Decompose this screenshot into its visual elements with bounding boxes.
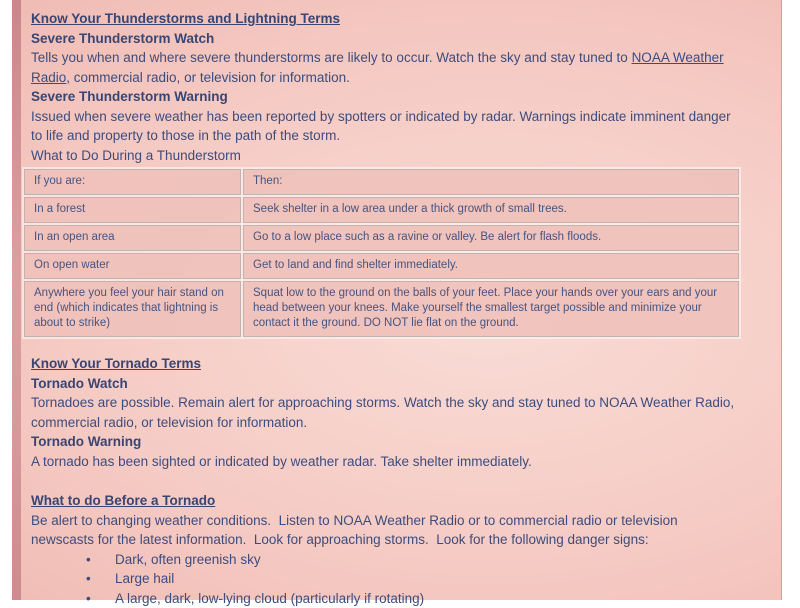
danger-signs-list (31, 550, 738, 608)
tornado-warning-title: Tornado Warning (31, 432, 738, 452)
tornado-section-heading: Know Your Tornado Terms (31, 354, 738, 374)
table-cell-action: Seek shelter in a low area under a thick growth of small trees. (243, 197, 739, 223)
severe-thunderstorm-warning-body: Issued when severe weather has been reported by spotters or indicated by radar. Warnings indicate imminent danger to life and property to those in the path of the storm. (31, 107, 738, 146)
table-cell-condition: In an open area (24, 225, 241, 251)
tornado-watch-title: Tornado Watch (31, 374, 738, 394)
page-content (31, 9, 738, 608)
thunderstorm-section-heading: Know Your Thunderstorms and Lightning Terms (31, 9, 738, 29)
document-page (12, 0, 782, 600)
table-header-row (24, 169, 739, 195)
table-cell-action: Squat low to the ground on the balls of your feet. Place your hands over your ears and your head between your knees. Make yourself the smallest target possible and minimize your contact it the ground. DO NOT lie flat on the ground. (243, 281, 739, 337)
list-item-text: Dark, often greenish sky (115, 552, 261, 567)
table-cell-condition: On open water (24, 253, 241, 279)
severe-thunderstorm-warning-title: Severe Thunderstorm Warning (31, 87, 738, 107)
watch-body-text-post: , commercial radio, or television for information. (66, 70, 350, 85)
table-row (24, 225, 739, 251)
table-cell-action: Get to land and find shelter immediately. (243, 253, 739, 279)
list-item-text: Large hail (115, 571, 174, 586)
severe-thunderstorm-watch-body (31, 48, 738, 87)
table-header-if-you-are: If you are: (24, 169, 241, 195)
thunderstorm-table-caption: What to Do During a Thunderstorm (31, 146, 738, 166)
list-item (31, 589, 738, 608)
tornado-watch-body: Tornadoes are possible. Remain alert for approaching storms. Watch the sky and stay tuned to NOAA Weather Radio, commercial radio, or television for information. (31, 393, 738, 432)
table-header-then: Then: (243, 169, 739, 195)
before-tornado-heading: What to do Before a Tornado (31, 491, 738, 511)
bullet-icon: • (86, 550, 91, 570)
tornado-warning-body: A tornado has been sighted or indicated by weather radar. Take shelter immediately. (31, 452, 738, 472)
table-row (24, 281, 739, 337)
table-cell-condition: In a forest (24, 197, 241, 223)
table-row (24, 253, 739, 279)
table-cell-action: Go to a low place such as a ravine or valley. Be alert for flash floods. (243, 225, 739, 251)
list-item-text: A large, dark, low-lying cloud (particularly if rotating) (115, 591, 424, 606)
noaa-weather-radio-link[interactable]: NOAA Weather Radio (31, 50, 724, 85)
bullet-icon: • (86, 589, 91, 608)
list-item (31, 569, 738, 589)
thunderstorm-actions-table (22, 167, 741, 339)
watch-body-text-pre: Tells you when and where severe thunderstorms are likely to occur. Watch the sky and stay tuned to (31, 50, 632, 65)
bullet-icon: • (86, 569, 91, 589)
left-accent-strip (12, 0, 21, 600)
list-item (31, 550, 738, 570)
table-row (24, 197, 739, 223)
table-cell-condition: Anywhere you feel your hair stand on end (which indicates that lightning is about to strike) (24, 281, 241, 337)
before-tornado-body: Be alert to changing weather conditions. Listen to NOAA Weather Radio or to commercial radio or television newscasts for the latest information. Look for approaching storms. Look for the following danger signs: (31, 511, 738, 550)
severe-thunderstorm-watch-title: Severe Thunderstorm Watch (31, 29, 738, 49)
